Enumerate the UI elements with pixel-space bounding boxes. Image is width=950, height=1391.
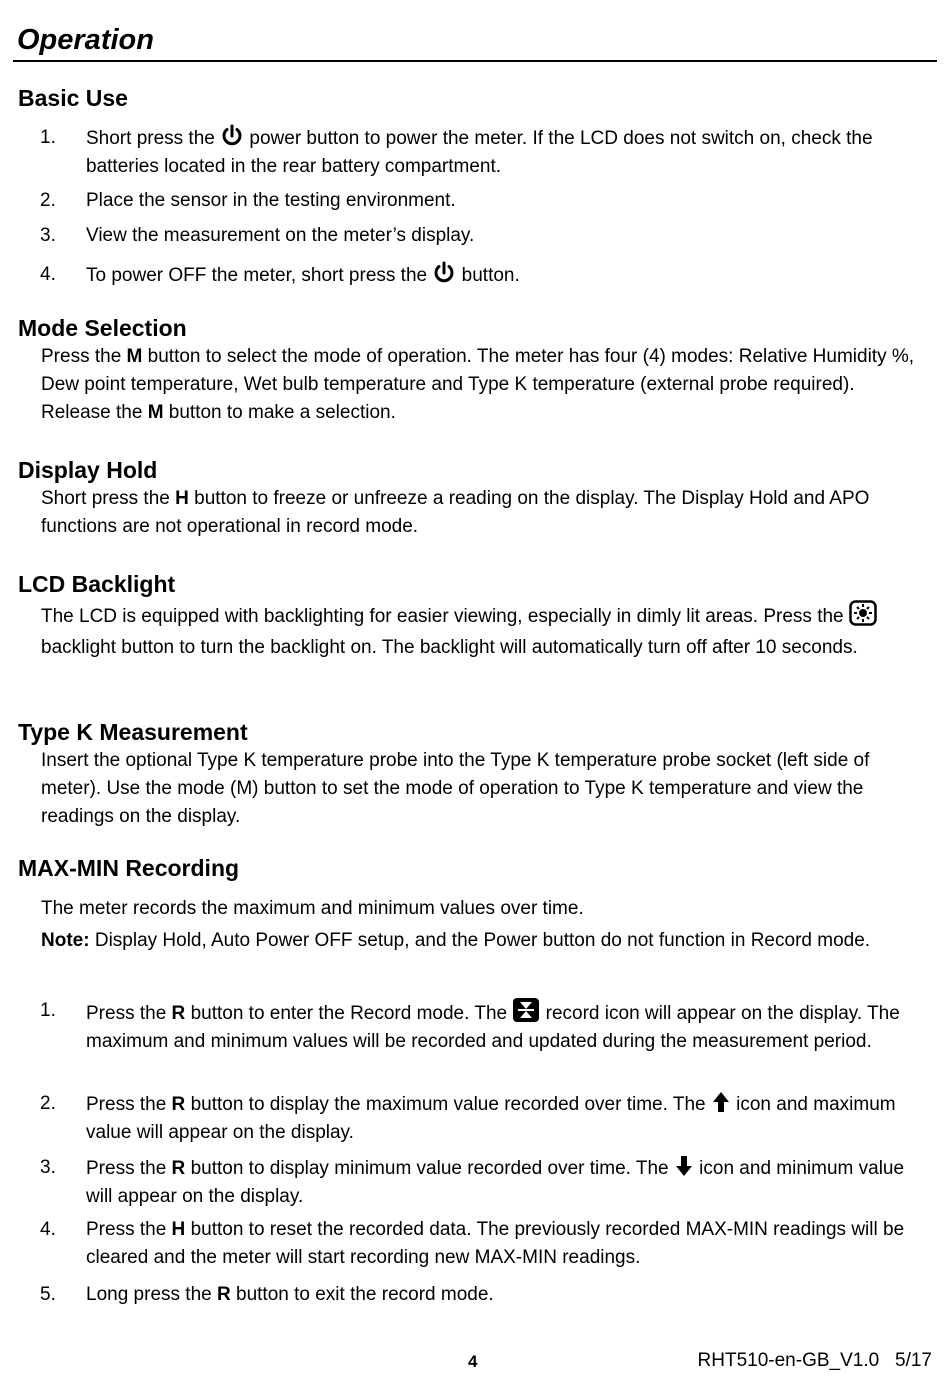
- heading-type-k: Type K Measurement: [18, 719, 248, 745]
- item-text: power button to power the meter. If the LCD does not switch on, check the batteries located in the rear battery compartment.: [86, 128, 873, 177]
- item-text: Short press the: [86, 128, 215, 149]
- item-text: button.: [461, 265, 520, 286]
- document-id: RHT510-en-GB_V1.0 5/17: [697, 1350, 932, 1371]
- item-number: 1.: [40, 127, 56, 148]
- item-text: Place the sensor in the testing environment.: [86, 190, 456, 211]
- page-number: 4: [468, 1352, 478, 1371]
- heading-max-min: MAX-MIN Recording: [18, 855, 240, 881]
- power-icon: [220, 124, 244, 148]
- item-text: View the measurement on the meter’s display.: [86, 225, 475, 246]
- item-number: 2.: [40, 190, 56, 211]
- record-icon: [512, 997, 540, 1023]
- item-number: 3.: [40, 225, 56, 246]
- arrow-down-icon: [674, 1154, 694, 1178]
- heading-display-hold: Display Hold: [18, 457, 158, 483]
- item-text: To power OFF the meter, short press the: [86, 265, 428, 286]
- item-number: 5.: [40, 1284, 56, 1305]
- power-icon: [432, 261, 456, 285]
- title-rule: [13, 60, 937, 62]
- item-number: 3.: [40, 1157, 56, 1178]
- backlight-icon: [849, 600, 877, 626]
- heading-basic-use: Basic Use: [18, 85, 128, 111]
- type-k-text: Insert the optional Type K temperature probe into the Type K temperature probe socket (left side of meter). Use the mode (M) button to set the mode of operation to Type K temperature and view the readings on the display.: [41, 750, 870, 827]
- manual-page: Operation Basic Use 1. Short press the power button to power the meter. If the LCD does not switch on, check the batteries located in the rear battery compartment. 2. Place the sensor in the testing environment. 3. View the measurement on the meter’s display. 4. To power OFF the meter, short press the button. Mode Selection Press the M button to select the mode of operation. The meter has four (4) modes: Relative Humidity %, Dew point temperature, Wet bulb temperature and Type K temperature (external probe required). Release the M button to make a selection. Display Hold Short press the H button to freeze or unfreeze a reading on the display. The Display Hold and APO functions are not operational in record mode. LCD Backlight The LCD is equipped with backlighting for easier viewing, especially in dimly lit areas. Press the backlight button to turn the backlight on. The backlight will automatically turn off after 10 seconds. Type K Measurement Insert the optional Type K temperature probe into the Type K temperature probe socket (left side of meter). Use the mode (M) button to set the mode of operation to Type K temperature and view the readings on the display. MAX-MIN Recording The meter records the maximum and minimum values over time. Note: Display Hold, Auto Power OFF setup, and the Power button do not function in Record mode. 1. Press the R button to enter the Record mode. The record icon will appear on the display. The maximum and minimum values will be recorded and updated during the measurement period. 2. Press the R button to display the maximum value recorded over time. The icon and maximum value will appear on the display. 3. Press the R button to display minimum value recorded over time. The icon and minimum value will appear on the display. 4. Press the H button to reset the recorded data. The previously recorded MAX-MIN readings will be cleared and the meter will start recording new MAX-MIN readings. 5. Long press the R button to exit the record mode. 4 RHT510-en-GB_V1.0 5/17: [0, 0, 950, 1391]
- heading-mode-selection: Mode Selection: [18, 315, 187, 341]
- arrow-up-icon: [711, 1090, 731, 1114]
- item-number: 1.: [40, 1000, 56, 1021]
- max-min-intro: The meter records the maximum and minimum values over time.: [41, 898, 584, 919]
- display-hold-text: Short press the H button to freeze or unfreeze a reading on the display. The Display Hold and APO functions are not operational in record mode.: [41, 488, 870, 537]
- heading-lcd-backlight: LCD Backlight: [18, 571, 176, 597]
- item-number: 4.: [40, 264, 56, 285]
- lcd-backlight-text: The LCD is equipped with backlighting for easier viewing, especially in dimly lit areas. Press the backlight button to turn the backlight on. The backlight will automatically turn off after 10 seconds.: [41, 600, 926, 663]
- item-number: 2.: [40, 1093, 56, 1114]
- page-title: Operation: [17, 24, 154, 56]
- mode-selection-text: Press the M button to select the mode of operation. The meter has four (4) modes: Relative Humidity %, Dew point temperature, Wet bulb temperature and Type K temperature (external probe required). Release the M button to make a selection.: [41, 346, 915, 423]
- max-min-note: Note: Display Hold, Auto Power OFF setup, and the Power button do not function in Record mode.: [41, 930, 871, 951]
- item-number: 4.: [40, 1219, 56, 1240]
